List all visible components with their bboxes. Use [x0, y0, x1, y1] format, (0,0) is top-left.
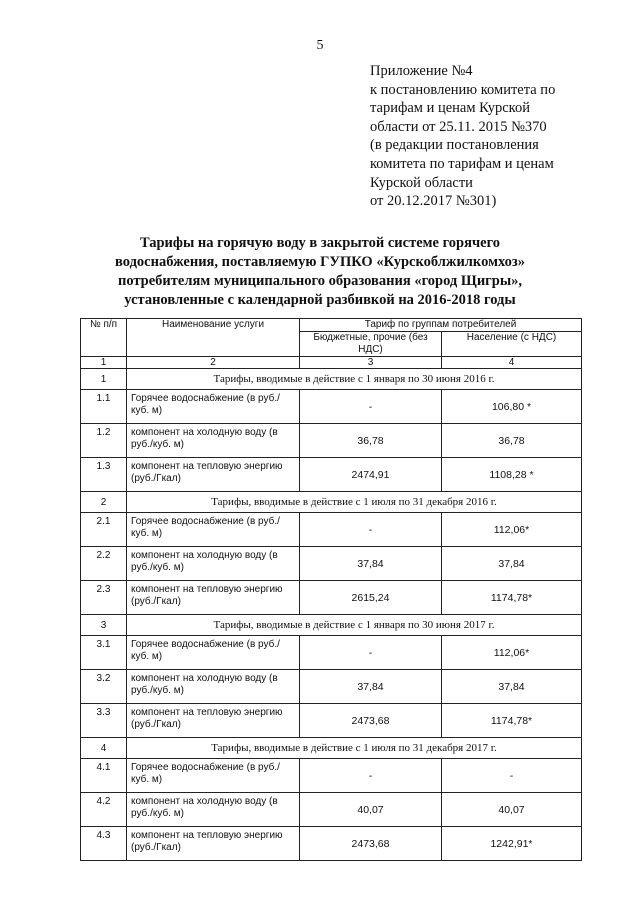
header-num: № п/п: [81, 319, 127, 357]
table-row: [81, 424, 582, 458]
annex-line: Приложение №4: [370, 63, 473, 79]
service-name: компонент на тепловую энергию (руб./Гкал): [127, 458, 300, 492]
section-number: 2: [81, 492, 127, 513]
population-tariff: 106,80 *: [442, 390, 582, 424]
service-name: компонент на холодную воду (в руб./куб. м): [127, 547, 300, 581]
budget-tariff: 36,78: [300, 424, 442, 458]
service-name: Горячее водоснабжение (в руб./куб. м): [127, 759, 300, 793]
section-title: Тарифы, вводимые в действие с 1 января по 30 июня 2017 г.: [127, 615, 582, 636]
budget-tariff: -: [300, 390, 442, 424]
population-tariff: -: [442, 759, 582, 793]
table-row: [81, 704, 582, 738]
section-number: 1: [81, 369, 127, 390]
row-number: 2.2: [81, 547, 127, 581]
budget-tariff: -: [300, 759, 442, 793]
service-name: компонент на тепловую энергию (руб./Гкал): [127, 827, 300, 861]
section-row: [81, 492, 582, 513]
table-row: [81, 547, 582, 581]
budget-tariff: -: [300, 636, 442, 670]
row-number: 3.1: [81, 636, 127, 670]
annex-line: комитета по тарифам и ценам: [370, 155, 554, 172]
table-row: [81, 581, 582, 615]
section-number: 4: [81, 738, 127, 759]
tariffs-table: [80, 318, 582, 861]
service-name: компонент на холодную воду (в руб./куб. м): [127, 793, 300, 827]
table-row: [81, 759, 582, 793]
table-row: [81, 793, 582, 827]
document-title: [70, 234, 570, 310]
budget-tariff: 37,84: [300, 547, 442, 581]
annex-line: области от 25.11. 2015 №370: [370, 118, 547, 135]
population-tariff: 1174,78*: [442, 581, 582, 615]
annex-line: тарифам и ценам Курской: [370, 100, 531, 117]
table-row: [81, 827, 582, 861]
column-number: 3: [300, 357, 442, 369]
budget-tariff: 2474,91: [300, 458, 442, 492]
budget-tariff: 40,07: [300, 793, 442, 827]
population-tariff: 40,07: [442, 793, 582, 827]
population-tariff: 112,06*: [442, 513, 582, 547]
annex-line: к постановлению комитета по: [370, 81, 556, 98]
service-name: Горячее водоснабжение (в руб./куб. м): [127, 513, 300, 547]
title-line: установленные с календарной разбивкой на 2016-2018 годы: [124, 292, 516, 308]
section-row: [81, 738, 582, 759]
row-number: 1.2: [81, 424, 127, 458]
table-row: [81, 670, 582, 704]
population-tariff: 1108,28 *: [442, 458, 582, 492]
header-population: Население (с НДС): [442, 332, 582, 357]
section-title: Тарифы, вводимые в действие с 1 января по 30 июня 2016 г.: [127, 369, 582, 390]
budget-tariff: 2615,24: [300, 581, 442, 615]
population-tariff: 1242,91*: [442, 827, 582, 861]
title-line: Тарифы на горячую воду в закрытой системе горячего: [139, 235, 501, 251]
column-number: 1: [81, 357, 127, 369]
section-row: [81, 369, 582, 390]
row-number: 4.2: [81, 793, 127, 827]
table-row: [81, 636, 582, 670]
budget-tariff: 2473,68: [300, 704, 442, 738]
population-tariff: 112,06*: [442, 636, 582, 670]
header-service: Наименование услуги: [127, 319, 300, 357]
service-name: компонент на холодную воду (в руб./куб. м): [127, 424, 300, 458]
population-tariff: 1174,78*: [442, 704, 582, 738]
header-tariff-group: Тариф по группам потребителей: [300, 319, 582, 332]
service-name: компонент на тепловую энергию (руб./Гкал): [127, 704, 300, 738]
budget-tariff: -: [300, 513, 442, 547]
budget-tariff: 2473,68: [300, 827, 442, 861]
column-number: 2: [127, 357, 300, 369]
row-number: 3.3: [81, 704, 127, 738]
annex-line: от 20.12.2017 №301): [370, 193, 497, 210]
row-number: 4.3: [81, 827, 127, 861]
row-number: 1.1: [81, 390, 127, 424]
service-name: компонент на тепловую энергию (руб./Гкал): [127, 581, 300, 615]
row-number: 3.2: [81, 670, 127, 704]
budget-tariff: 37,84: [300, 670, 442, 704]
table-row: [81, 513, 582, 547]
row-number: 2.3: [81, 581, 127, 615]
section-number: 3: [81, 615, 127, 636]
annex-line: Курской области: [370, 174, 473, 191]
section-title: Тарифы, вводимые в действие с 1 июля по 31 декабря 2017 г.: [127, 738, 582, 759]
title-line: потребителям муниципального образования «город Щигры»,: [117, 273, 523, 289]
service-name: Горячее водоснабжение (в руб./куб. м): [127, 390, 300, 424]
row-number: 4.1: [81, 759, 127, 793]
population-tariff: 37,84: [442, 670, 582, 704]
annex-header: [370, 62, 620, 211]
service-name: Горячее водоснабжение (в руб./куб. м): [127, 636, 300, 670]
section-title: Тарифы, вводимые в действие с 1 июля по 31 декабря 2016 г.: [127, 492, 582, 513]
page-number: 5: [316, 38, 324, 53]
row-number: 2.1: [81, 513, 127, 547]
table-row: [81, 458, 582, 492]
row-number: 1.3: [81, 458, 127, 492]
header-budget: Бюджетные, прочие (без НДС): [300, 332, 442, 357]
population-tariff: 37,84: [442, 547, 582, 581]
table-row: [81, 390, 582, 424]
annex-line: (в редакции постановления: [370, 137, 539, 154]
population-tariff: 36,78: [442, 424, 582, 458]
title-line: водоснабжения, поставляемую ГУПКО «Курскоблжилкомхоз»: [115, 254, 525, 270]
column-number: 4: [442, 357, 582, 369]
service-name: компонент на холодную воду (в руб./куб. м): [127, 670, 300, 704]
section-row: [81, 615, 582, 636]
